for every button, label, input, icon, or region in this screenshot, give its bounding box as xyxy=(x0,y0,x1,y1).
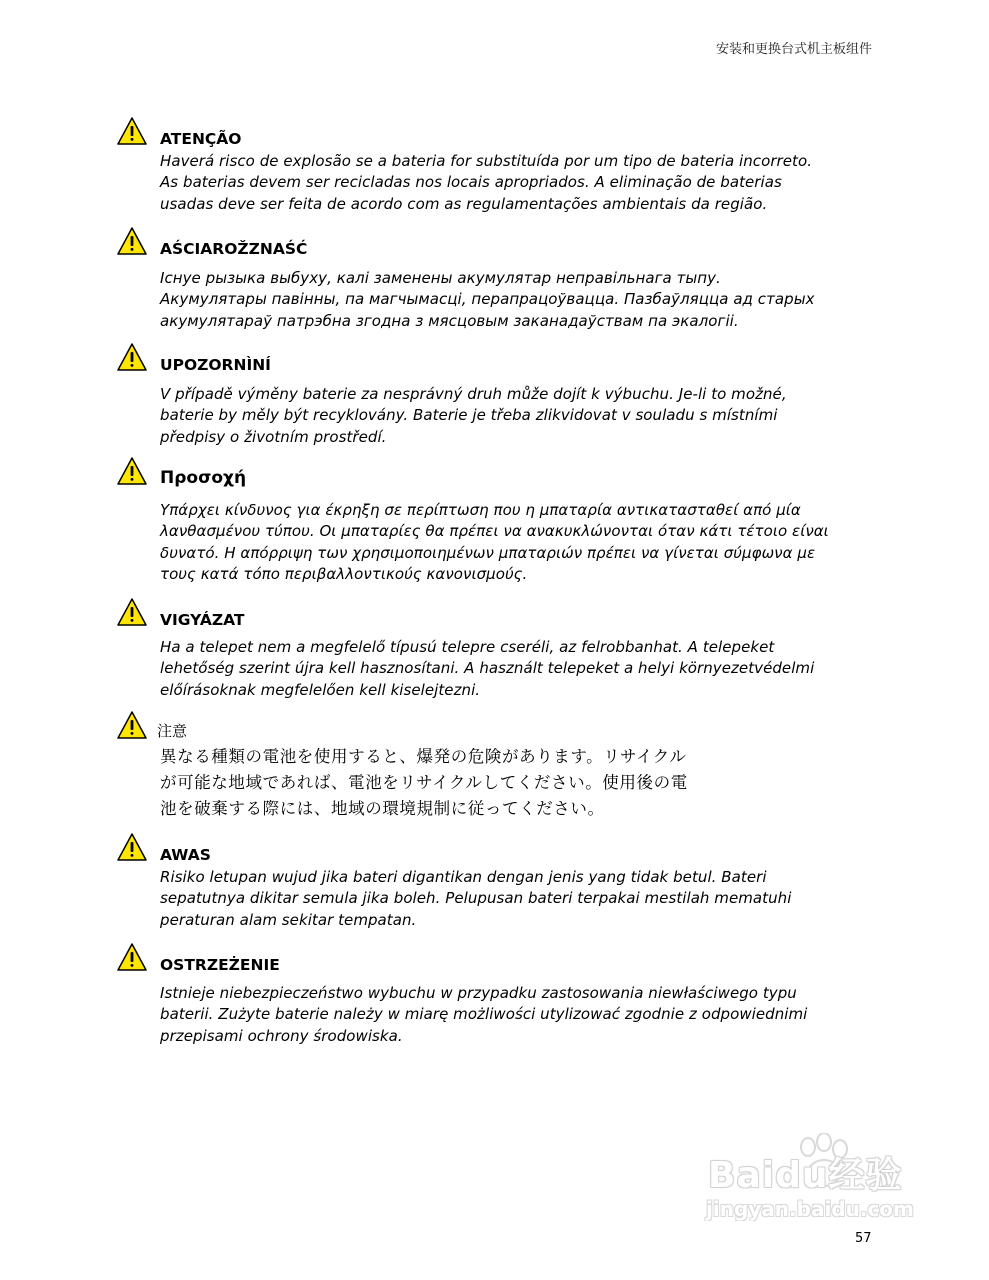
baidu-watermark xyxy=(700,1135,940,1230)
warning-body: Існуе рызыка выбуху, калі заменены акумулятар неправільнага тыпу. Акумулятары павінны, па магчымасці, перапрацоўвацца. Пазбаўляцца ад старых акумулятараў патрэбна згодна з мясцовым заканадаўствам па экалогіі. xyxy=(160,269,815,330)
warning-body: V případě výměny baterie za nesprávný druh může dojít k výbuchu. Je-li to možné, baterie by měly být recyklovány. Baterie je třeba zlikvidovat v souladu s místními předpisy o životním prostředí. xyxy=(160,385,787,446)
warning-triangle-icon xyxy=(116,597,148,627)
warning-body: Haverá risco de explosão se a bateria for substituída por um tipo de bateria incorreto. As baterias devem ser recicladas nos locais apropriados. A eliminação de baterias usadas deve ser feita de acordo com as regulamentações ambientais da região. xyxy=(160,152,813,213)
warning-title: UPOZORNÌNÍ xyxy=(160,356,271,374)
watermark-url: jingyan.baidu.com xyxy=(706,1197,914,1221)
warning-triangle-icon xyxy=(116,342,148,372)
warning-triangle-icon xyxy=(116,832,148,862)
warning-title: ATENÇÃO xyxy=(160,130,242,148)
warning-body: Istnieje niebezpieczeństwo wybuchu w przypadku zastosowania niewłaściwego typu baterii. Zużyte baterie należy w miarę możliwości utylizować zgodnie z odpowiednimi przepisami ochrony środowiska. xyxy=(160,984,808,1045)
running-header: 安装和更换台式机主板组件 xyxy=(715,42,872,57)
warning-title: AWAS xyxy=(160,846,211,864)
warning-triangle-icon xyxy=(116,226,148,256)
warning-triangle-icon xyxy=(116,116,148,146)
watermark-brand: Baidu经验 xyxy=(708,1155,903,1196)
warning-triangle-icon xyxy=(116,456,148,486)
warning-body: Risiko letupan wujud jika bateri digantikan dengan jenis yang tidak betul. Bateri sepatutnya dikitar semula jika boleh. Pelupusan bateri terpakai mestilah mematuhi peraturan alam sekitar tempatan. xyxy=(160,868,792,929)
warning-triangle-icon xyxy=(116,942,148,972)
warning-body: Ha a telepet nem a megfelelő típusú telepre cseréli, az felrobbanhat. A telepeket lehetőség szerint újra kell hasznosítani. A használt telepeket a helyi környezetvédelmi előírásoknak megfelelően kell kiselejtezni. xyxy=(160,638,815,699)
warning-body: 異なる種類の電池を使用すると、爆発の危険があります。リサイクル が可能な地域であれば、電池をリサイクルしてください。使用後の電 池を破棄する際には、地域の環境規制に従ってください。 xyxy=(160,747,688,818)
page-number: 57 xyxy=(855,1231,872,1246)
warning-title: VIGYÁZAT xyxy=(160,611,245,629)
warning-body: Υπάρχει κίνδυνος για έκρηξη σε περίπτωση που η μπαταρία αντικατασταθεί από μία λανθασμένου τύπου. Οι μπαταρίες θα πρέπει να ανακυκλώνονται όταν κάτι τέτοιο είναι δυνατό. Η απόρριψη των χρησιμοποιημένων μπαταριών πρέπει να γίνεται σύμφωνα με τους κατά τόπο περιβαλλοντικούς κανονισμούς. xyxy=(160,501,829,583)
warning-triangle-icon xyxy=(116,710,148,740)
warning-title: Προσοχή xyxy=(160,468,247,488)
warning-title: 注意 xyxy=(157,722,188,740)
warning-title: OSTRZEŻENIE xyxy=(160,956,280,974)
warning-title: AŚCIAROŽZNAŚĆ xyxy=(160,240,308,258)
